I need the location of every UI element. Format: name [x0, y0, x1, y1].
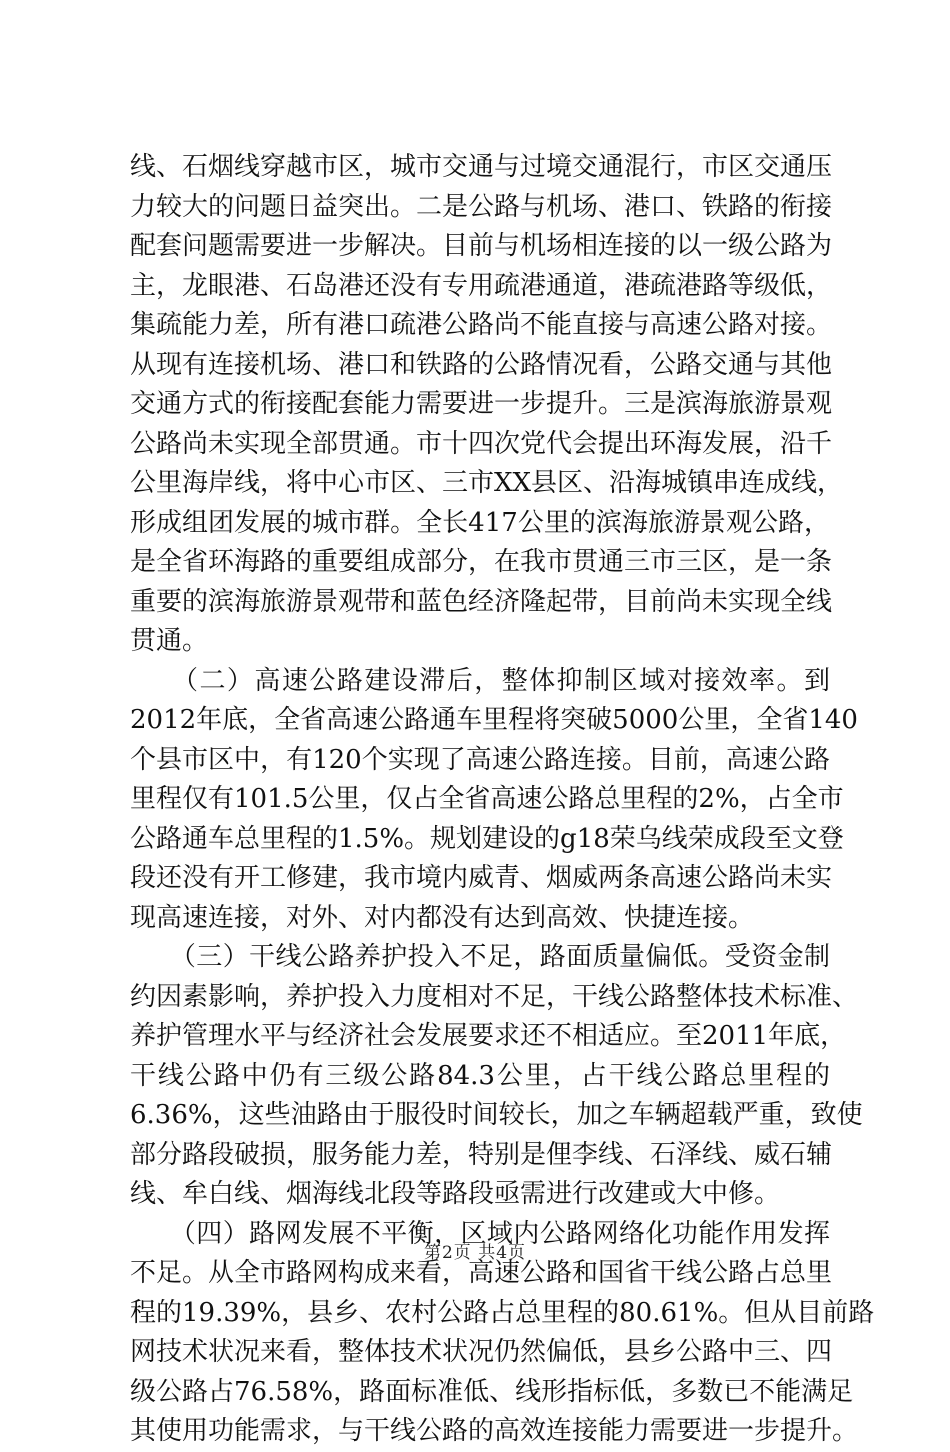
text-line: 2012年底，全省高速公路通车里程将突破5000公里，全省140	[130, 705, 858, 735]
text-line: 公路尚未实现全部贯通。市十四次党代会提出环海发展，沿千	[130, 428, 833, 459]
text-line: （三）干线公路养护投入不足，路面质量偏低。受资金制	[130, 942, 830, 972]
text-line: 线、牟白线、烟海线北段等路段亟需进行改建或大中修。	[130, 1179, 781, 1209]
text-line: 程的19.39%，县乡、农村公路占总里程的80.61%。但从目前路	[130, 1297, 875, 1328]
page-footer: 第2页 共4页	[423, 1243, 527, 1263]
text-line: 贯通。	[130, 626, 209, 656]
text-line: 不足。从全市路网构成来看，高速公路和国省干线公路占总里	[130, 1258, 833, 1288]
text-line: 从现有连接机场、港口和铁路的公路情况看，公路交通与其他	[130, 349, 833, 380]
text-line: 公里海岸线，将中心市区、三市XX县区、沿海城镇串连成线，	[130, 468, 844, 498]
text-line: （四）路网发展不平衡，区域内公路网络化功能作用发挥	[130, 1218, 830, 1249]
text-line: 个县市区中，有120个实现了高速公路连接。目前，高速公路	[130, 744, 830, 775]
text-line: 里程仅有101.5公里，仅占全省高速公路总里程的2%，占全市	[130, 784, 844, 814]
text-line: 部分路段破损，服务能力差，特别是俚李线、石泽线、威石辅	[130, 1139, 833, 1170]
text-line: 形成组团发展的城市群。全长417公里的滨海旅游景观公路，	[130, 507, 830, 538]
text-line: 养护管理水平与经济社会发展要求还不相适应。至2011年底，	[130, 1021, 847, 1051]
text-line: 现高速连接，对外、对内都没有达到高效、快捷连接。	[130, 902, 755, 933]
text-line: 是全省环海路的重要组成部分，在我市贯通三市三区，是一条	[130, 547, 833, 577]
text-line: 约因素影响，养护投入力度相对不足，干线公路整体技术标准、	[130, 981, 859, 1012]
text-line: 6.36%，这些油路由于服役时间较长，加之车辆超载严重，致使	[130, 1100, 863, 1130]
text-line: 线、石烟线穿越市区，城市交通与过境交通混行，市区交通压	[130, 152, 833, 182]
text-line: 网技术状况来看，整体技术状况仍然偏低，县乡公路中三、四	[130, 1337, 833, 1367]
text-line: 力较大的问题日益突出。二是公路与机场、港口、铁路的衔接	[130, 191, 833, 222]
text-line: 配套问题需要进一步解决。目前与机场相连接的以一级公路为	[130, 231, 833, 261]
text-line: （二）高速公路建设滞后，整体抑制区域对接效率。到	[130, 665, 830, 696]
text-line: 集疏能力差，所有港口疏港公路尚不能直接与高速公路对接。	[130, 310, 833, 340]
text-line: 其使用功能需求，与干线公路的高效连接能力需要进一步提升。	[130, 1416, 859, 1446]
text-line: 公路通车总里程的1.5%。规划建设的g18荣乌线荣成段至文登	[130, 823, 844, 854]
text-line: 段还没有开工修建，我市境内威青、烟威两条高速公路尚未实	[130, 863, 833, 893]
text-line: 交通方式的衔接配套能力需要进一步提升。三是滨海旅游景观	[130, 389, 833, 419]
text-line: 级公路占76.58%，路面标准低、线形指标低，多数已不能满足	[130, 1376, 854, 1407]
text-line: 干线公路中仍有三级公路84.3公里，占干线公路总里程的	[130, 1060, 830, 1091]
text-line: 主，龙眼港、石岛港还没有专用疏港通道，港疏港路等级低，	[130, 270, 833, 301]
text-line: 重要的滨海旅游景观带和蓝色经济隆起带，目前尚未实现全线	[130, 586, 833, 617]
